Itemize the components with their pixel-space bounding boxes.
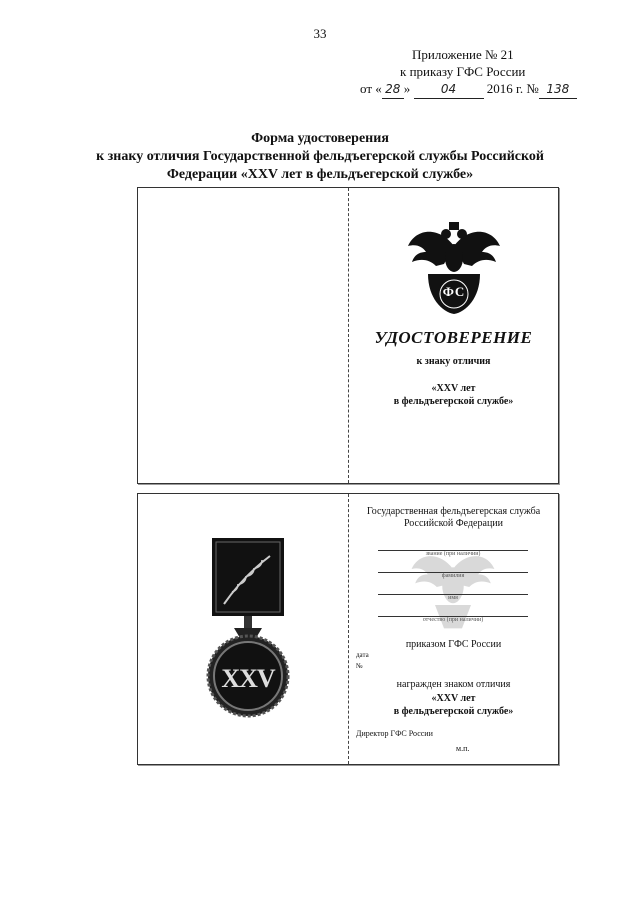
- name-field: имя: [378, 594, 528, 601]
- appendix-day: 28: [382, 81, 404, 99]
- service-name: [349, 506, 558, 530]
- eagle-emblem-icon: [404, 216, 504, 316]
- appendix-header: [360, 46, 590, 99]
- medal-icon: [198, 534, 298, 724]
- title-line2: к знаку отличия Государственной фельдъегерской службы Российской: [96, 149, 544, 164]
- appendix-line3: [360, 80, 590, 99]
- appendix-line2: к приказу ГФС России: [400, 64, 526, 79]
- surname-field: фамилия: [378, 572, 528, 579]
- order-label: приказом ГФС России: [405, 639, 502, 650]
- stamp-label: м.п.: [456, 744, 470, 753]
- fold-line: [348, 494, 349, 764]
- patronymic-field: отчество (при наличии): [378, 616, 528, 623]
- certificate-subtitle: к знаку отличия: [416, 356, 491, 367]
- award-line2: в фельдъегерской службе»: [393, 396, 514, 407]
- award-line1: «XXV лет: [431, 383, 476, 394]
- director-label: Директор ГФС России: [356, 729, 433, 738]
- document-title: [60, 130, 580, 184]
- appendix-year: 2016 г. №: [486, 81, 539, 96]
- award2-line2: в фельдъегерской службе»: [393, 706, 514, 717]
- appendix-prefix: от «: [360, 81, 382, 96]
- rank-field: звание (при наличии): [378, 550, 528, 557]
- appendix-month: 04: [414, 81, 484, 99]
- title-line1: Форма удостоверения: [251, 131, 389, 146]
- number-label: №: [356, 662, 363, 670]
- award-name: [349, 692, 558, 718]
- appendix-line1: Приложение № 21: [412, 47, 514, 62]
- certificate-title: УДОСТОВЕРЕНИЕ: [374, 328, 533, 347]
- medal-numeral: XXV: [221, 664, 275, 693]
- award2-line1: «XXV лет: [431, 693, 476, 704]
- service-line2: Российской Федерации: [403, 518, 503, 529]
- title-line3: Федерации «XXV лет в фельдъегерской службе»: [166, 167, 474, 182]
- appendix-mid: »: [403, 81, 411, 96]
- date-label: дата: [356, 651, 369, 659]
- service-line1: Государственная фельдъегерская служба: [366, 506, 541, 517]
- certificate-inside: [137, 493, 559, 765]
- certificate-cover: [137, 187, 559, 484]
- awarded-text: награжден знаком отличия: [396, 679, 511, 690]
- emblem-text: ФС: [442, 284, 466, 299]
- page-number: 33: [313, 26, 327, 41]
- certificate-award-name: [349, 382, 558, 408]
- appendix-number: 138: [539, 81, 577, 99]
